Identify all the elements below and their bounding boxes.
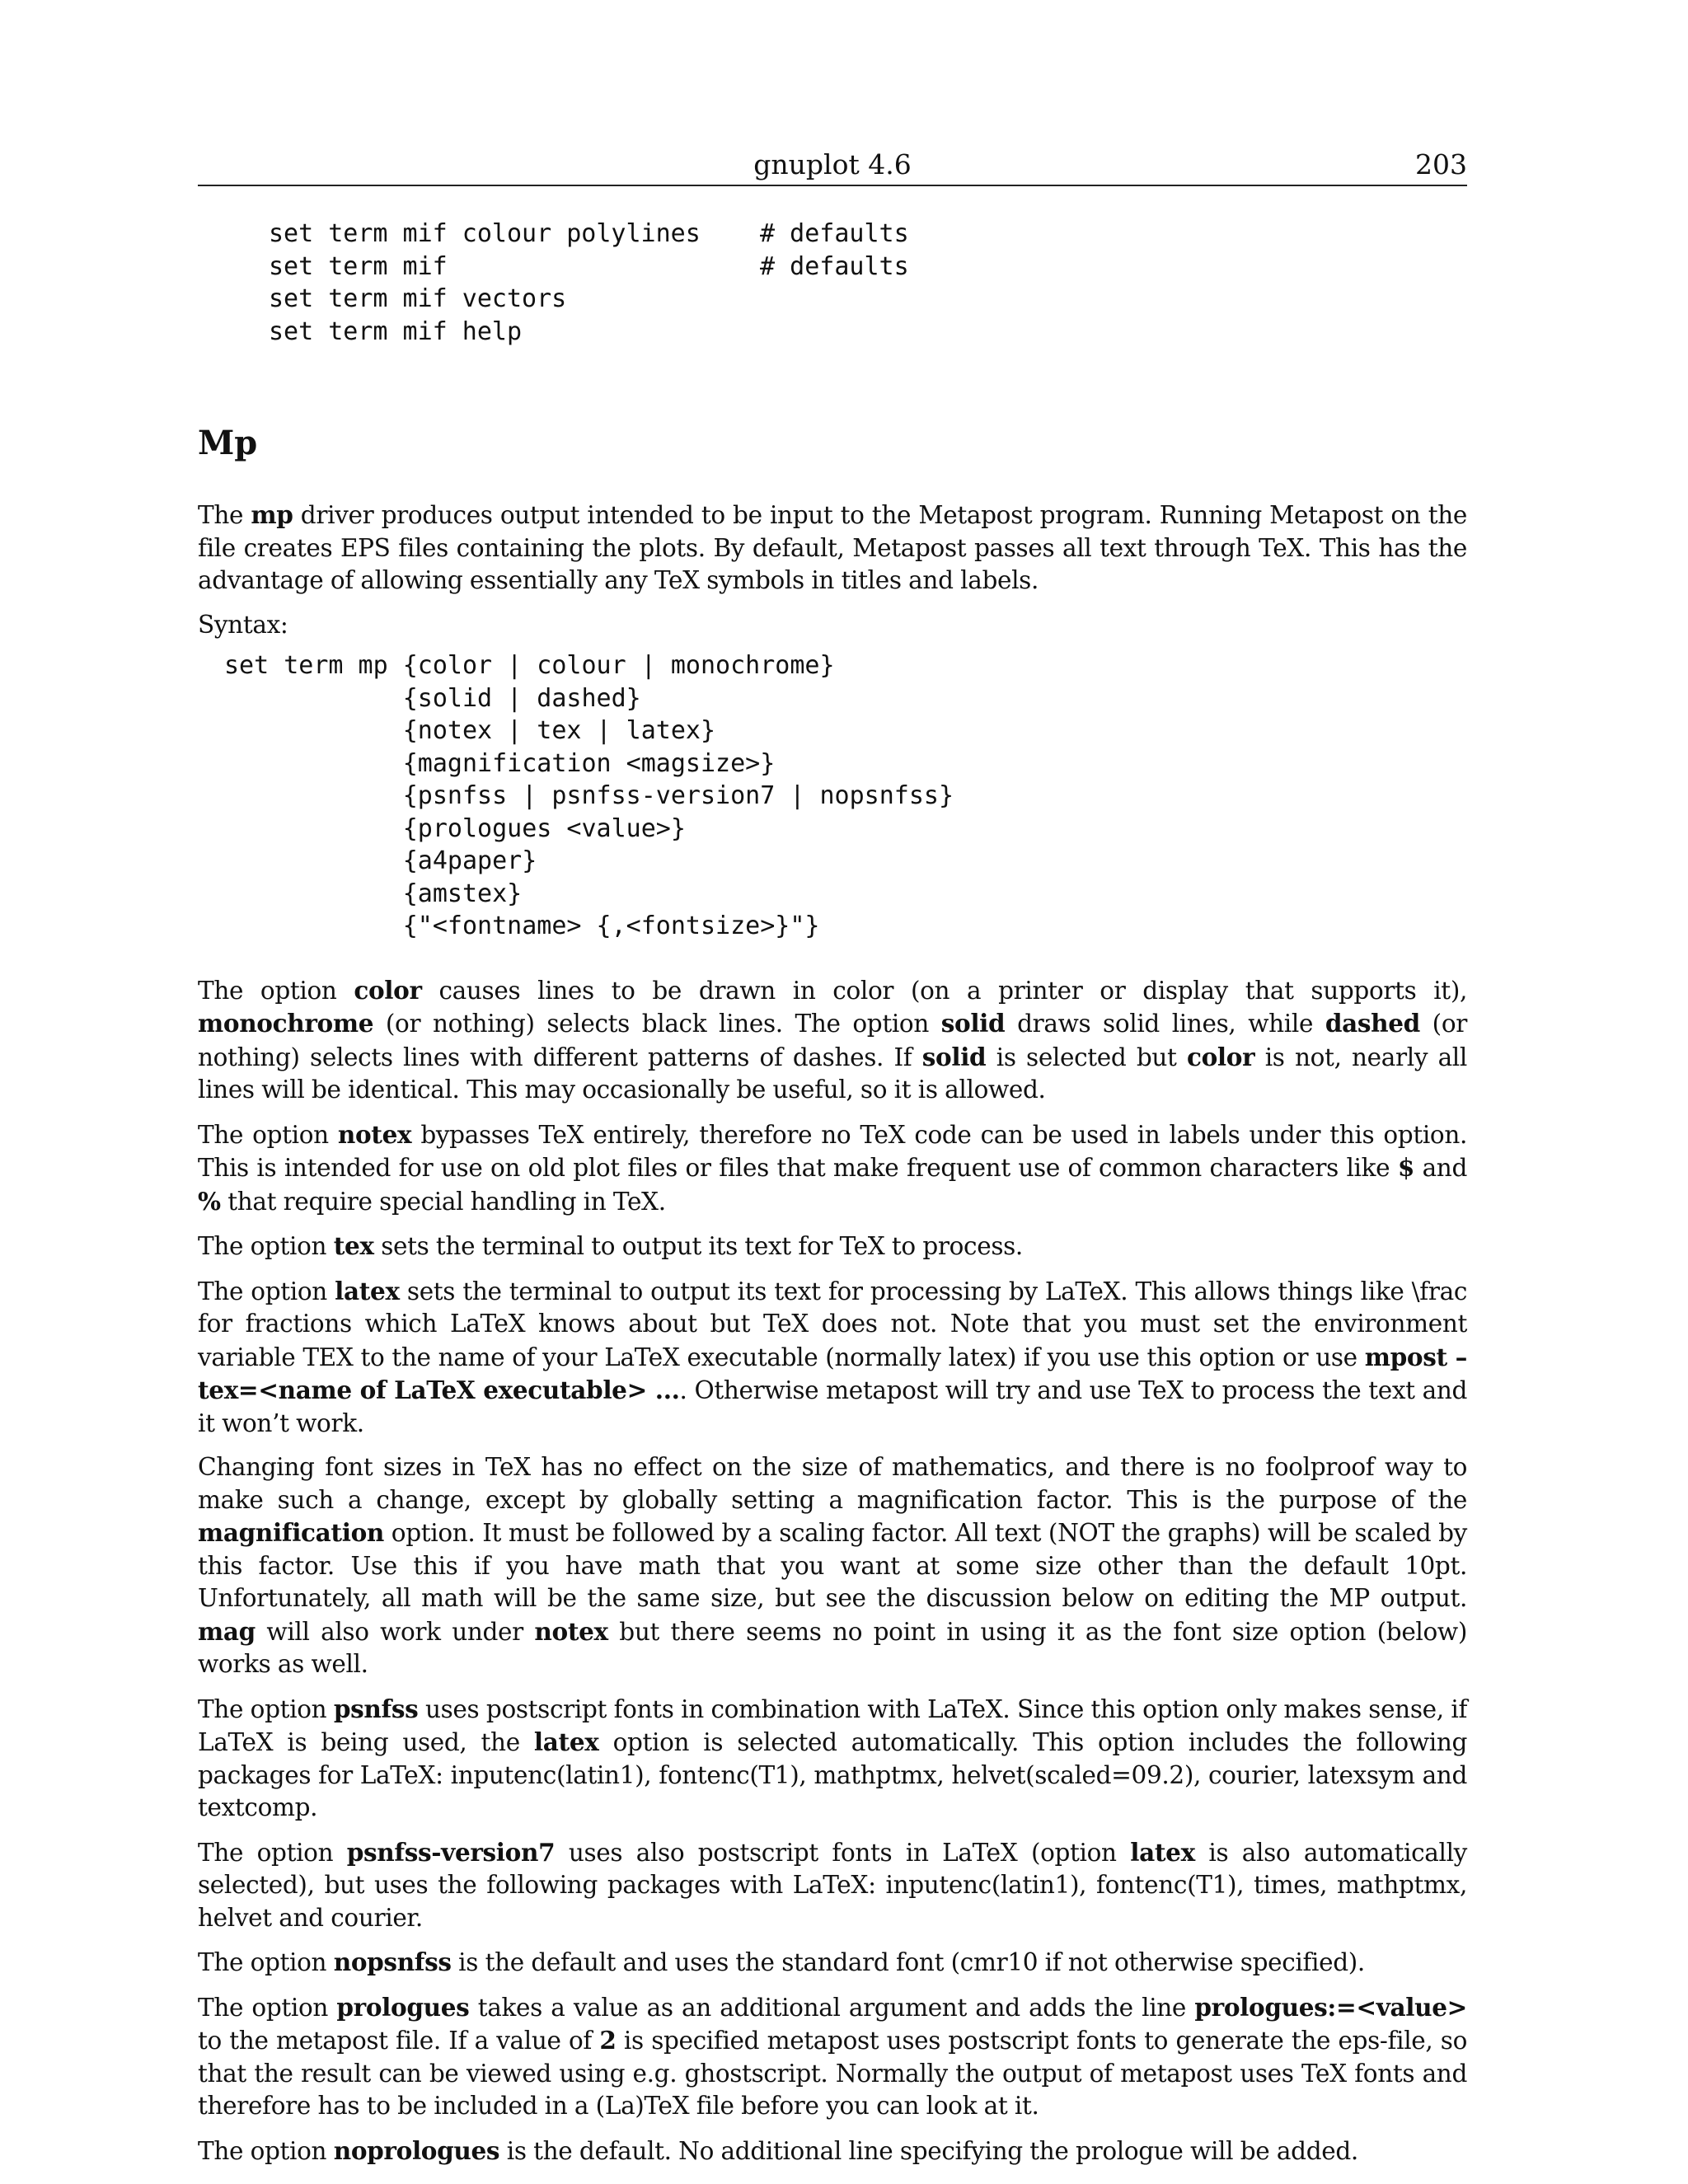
paragraph-noprologues: The option noprologues is the default. No additional line specifying the prologue will be added.: [198, 2135, 1358, 2165]
paragraph-magnification: Changing font sizes in TeX has no effect on the size of mathematics, and there is no foolproof way to make such a change, except by globally setting a magnification factor. This is the purpose of the magnification option. It must be followed by a scaling factor. All text (NOT the graphs) will be scaled by this factor. Use this if you have math that you want at some size other than the default 10pt. Unfortunately, all math will be the same size, but see the discussion below on editing the MP output. mag will also work under notex but there seems no point in using it as the font size option (below) works as well.: [198, 1453, 1467, 1678]
intro-paragraph: The mp driver produces output intended to be input to the Metapost program. Running Metapost on the file creates EPS files containing the plots. By default, Metapost passes all text through TeX. This has the advantage of allowing essentially any TeX symbols in titles and labels.: [198, 500, 1467, 594]
running-header: [198, 148, 1467, 186]
paragraph-psnfss-version7: The option psnfss-version7 uses also postscript fonts in LaTeX (option latex is also automatically selected), but uses the following packages with LaTeX: inputenc(latin1), fontenc(T1), times, mathptmx, helvet and courier.: [198, 1837, 1467, 1932]
paragraph-prologues: The option prologues takes a value as an additional argument and adds the line prologues:=<value> to the metapost file. If a value of 2 is specified metapost uses postscript fonts to generate the eps-file, so that the result can be viewed using e.g. ghostscript. Normally the output of metapost uses TeX fonts and therefore has to be included in a (La)TeX file before you can look at it.: [198, 1992, 1468, 2120]
document-page: [198, 148, 1467, 2179]
syntax-label: Syntax:: [198, 610, 288, 639]
paragraph-nopsnfss: The option nopsnfss is the default and uses the standard font (cmr10 if not otherwise specified).: [198, 1947, 1365, 1976]
paragraph-latex: The option latex sets the terminal to output its text for processing by LaTeX. This allows things like \frac for fractions which LaTeX knows about but TeX does not. Note that you must set the environment variable TEX to the name of your LaTeX executable (normally latex) if you use this option or use mpost –tex=<name of LaTeX executable> .... Otherwise metapost will try and use TeX to process the text and it won’t work.: [198, 1276, 1468, 1437]
paragraph-notex: The option notex bypasses TeX entirely, therefore no TeX code can be used in labels under this option. This is intended for use on old plot files or files that make frequent use of common characters like $ and % that require special handling in TeX.: [198, 1119, 1467, 1216]
header-title: gnuplot 4.6: [753, 148, 912, 180]
mif-examples-code: set term mif colour polylines # defaults set term mif # defaults set term mif vectors set term mif help: [269, 219, 909, 346]
section-title: Mp: [198, 424, 258, 462]
page-number: 203: [1415, 148, 1467, 180]
paragraph-tex: The option tex sets the terminal to output its text for TeX to process.: [198, 1231, 1023, 1260]
paragraph-psnfss: The option psnfss uses postscript fonts in combination with LaTeX. Since this option only makes sense, if LaTeX is being used, the latex option is selected automatically. This option includes the following packages for LaTeX: inputenc(latin1), fontenc(T1), mathptmx, helvet(scaled=09.2), courier, latexsym and textcomp.: [198, 1694, 1468, 1821]
syntax-code: set term mp {color | colour | monochrome} {solid | dashed} {notex | tex | latex} {magnification <magsize>} {psnfss | psnfss-version7 | nopsnfss} {prologues <value>} {a4paper} {amstex} {"<fontname> {,<fontsize>}"}: [224, 651, 954, 940]
paragraph-color: The option color causes lines to be drawn in color (on a printer or display that supports it), monochrome (or nothing) selects black lines. The option solid draws solid lines, while dashed (or nothing) selects lines with different patterns of dashes. If solid is selected but color is not, nearly all lines will be identical. This may occasionally be useful, so it is allowed.: [198, 975, 1468, 1104]
